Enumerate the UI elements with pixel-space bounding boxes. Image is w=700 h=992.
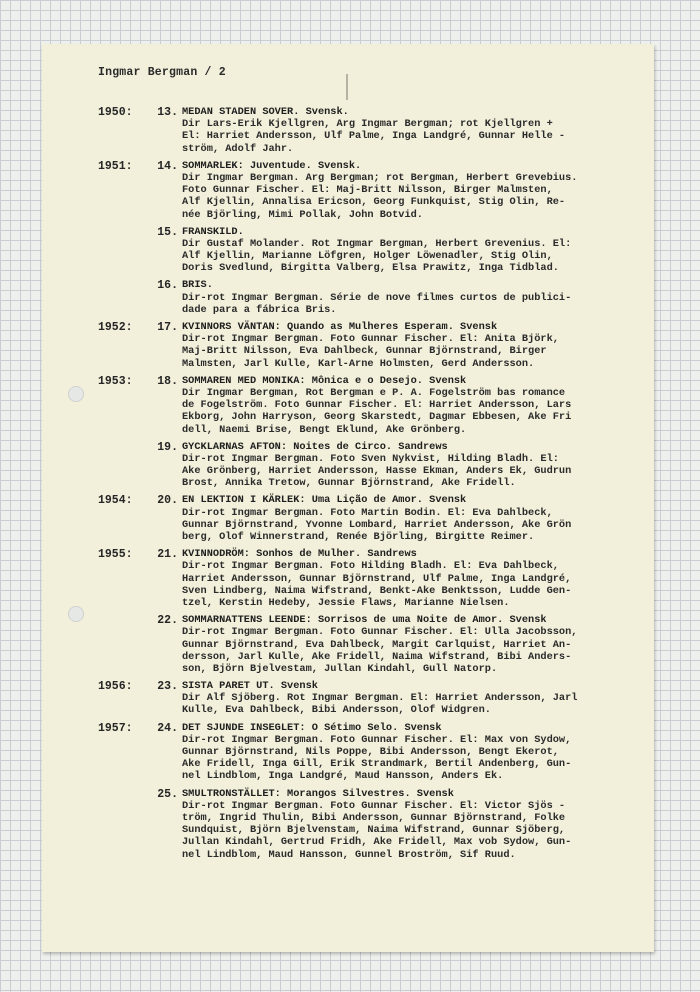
entry-number: 18. bbox=[157, 374, 178, 388]
credits-line: Harriet Andersson, Gunnar Björnstrand, Ulf Palme, Inga Landgré, bbox=[182, 572, 572, 585]
credits-line: Brost, Annika Tretow, Gunnar Björnstrand, Ake Fridell. bbox=[182, 477, 516, 490]
entry-text bbox=[182, 680, 650, 717]
film-title-line: KVINNORS VÄNTAN: Quando as Mulheres Esperam. Svensk bbox=[182, 321, 498, 333]
film-title-line: SMULTRONSTÄLLET: Morangos Silvestres. Svensk bbox=[182, 787, 454, 800]
film-title-line: DET SJUNDE INSEGLET: O Sétimo Selo. Svensk bbox=[182, 721, 442, 734]
entry-text bbox=[182, 548, 650, 609]
credits-line: Dir-rot Ingmar Bergman. Foto Martin Bodin. El: Eva Dahlbeck, bbox=[182, 506, 553, 519]
credits-line: Malmsten, Jarl Kulle, Karl-Arne Holmsten, Gerd Andersson. bbox=[182, 357, 535, 370]
entry-text bbox=[182, 788, 650, 861]
credits-line: Dir-rot Ingmar Bergman. Foto Gunnar Fischer. El: Max von Sydow, bbox=[182, 733, 572, 746]
entry-number: 15. bbox=[157, 225, 178, 239]
film-title-line: FRANSKILD. bbox=[182, 225, 244, 238]
credits-line: ström, Adolf Jahr. bbox=[182, 142, 294, 155]
credits-line: de Fogelström. Foto Gunnar Fischer. El: Harriet Andersson, Lars bbox=[182, 399, 572, 412]
entry-text bbox=[182, 441, 650, 490]
credits-line: Dir-rot Ingmar Bergman. Série de nove filmes curtos de publici- bbox=[182, 291, 572, 304]
credits-line: Dir Alf Sjöberg. Rot Ingmar Bergman. El: Harriet Andersson, Jarl bbox=[182, 692, 578, 705]
entry-text bbox=[182, 106, 650, 155]
entry-number: 19. bbox=[157, 440, 178, 454]
credits-line: Kulle, Eva Dahlbeck, Bibi Andersson, Olof Widgren. bbox=[182, 704, 491, 717]
film-title-line: EN LEKTION I KÄRLEK: Uma Lição de Amor. Svensk bbox=[182, 494, 467, 507]
credits-line: Dir Ingmar Bergman. Arg Bergman; rot Bergman, Herbert Grevebius. bbox=[182, 171, 578, 184]
credits-line: Gunnar Björnstrand, Yvonne Lombard, Harriet Andersson, Ake Grön bbox=[182, 518, 572, 531]
film-title-line: BRIS. bbox=[182, 279, 213, 292]
film-entry bbox=[98, 160, 650, 221]
entry-year: 1951: bbox=[98, 159, 133, 173]
entry-text bbox=[182, 494, 650, 543]
film-entry bbox=[98, 441, 650, 490]
film-entry bbox=[98, 226, 650, 275]
credits-line: dersson, Jarl Kulle, Ake Fridell, Naima Wifstrand, Bibi Anders- bbox=[182, 650, 572, 663]
film-entry bbox=[98, 722, 650, 783]
credits-line: nel Lindblom, Maud Hansson, Gunnel Broström, Sif Ruud. bbox=[182, 848, 516, 861]
entry-number: 24. bbox=[157, 721, 178, 735]
credits-line: Gunnar Björnstrand, Nils Poppe, Bibi Andersson, Bengt Ekerot, bbox=[182, 746, 559, 758]
entry-number: 17. bbox=[157, 321, 178, 334]
fold-mark bbox=[346, 74, 348, 100]
entry-text bbox=[182, 226, 650, 275]
credits-line: El: Harriet Andersson, Ulf Palme, Inga Landgré, Gunnar Helle - bbox=[182, 130, 566, 143]
entry-text bbox=[182, 722, 650, 783]
credits-line: tröm, Ingrid Thulin, Bibi Andersson, Gunnar Björnstrand, Folke bbox=[182, 811, 566, 824]
credits-line: Dir Lars-Erik Kjellgren, Arg Ingmar Bergman; rot Kjellgren + bbox=[182, 118, 553, 131]
credits-line: Ake Fridell, Inga Gill, Erik Strandmark, Bertil Andenberg, Gun- bbox=[182, 758, 572, 771]
credits-line: Ekborg, John Harryson, Georg Skarstedt, Dagmar Ebbesen, Ake Fri bbox=[182, 411, 572, 424]
credits-line: dell, Naemi Brise, Bengt Eklund, Ake Grönberg. bbox=[182, 423, 467, 436]
entry-number: 14. bbox=[157, 159, 178, 173]
credits-line: Dir-rot Ingmar Bergman. Foto Gunnar Fischer. El: Anita Björk, bbox=[182, 333, 559, 346]
credits-line: son, Björn Bjelvestam, Jullan Kindahl, Gull Natorp. bbox=[182, 662, 498, 675]
credits-line: Sundquist, Björn Bjelvenstam, Naima Wifstrand, Gunnar Sjöberg, bbox=[182, 824, 566, 837]
entry-year: 1955: bbox=[98, 548, 133, 562]
entry-year: 1950: bbox=[98, 106, 133, 119]
film-entry bbox=[98, 788, 650, 861]
credits-line: Alf Kjellin, Annalisa Ericson, Georg Funkquist, Stig Olin, Re- bbox=[182, 196, 566, 209]
credits-line: Dir-rot Ingmar Bergman. Foto Gunnar Fischer. El: Victor Sjös - bbox=[182, 799, 566, 812]
film-entry bbox=[98, 375, 650, 436]
entry-number: 23. bbox=[157, 680, 178, 694]
film-entry bbox=[98, 106, 650, 155]
credits-line: Dir-rot Ingmar Bergman. Foto Hilding Bladh. El: Eva Dahlbeck, bbox=[182, 560, 559, 573]
entry-year: 1953: bbox=[98, 374, 133, 388]
credits-line: Alf Kjellin, Marianne Löfgren, Holger Löwenadler, Stig Olin, bbox=[182, 250, 553, 263]
entry-text bbox=[182, 279, 650, 316]
entry-number: 13. bbox=[157, 106, 178, 119]
credits-line: Maj-Britt Nilsson, Eva Dahlbeck, Gunnar Björnstrand, Birger bbox=[182, 345, 547, 358]
entry-text bbox=[182, 321, 650, 370]
entry-year: 1952: bbox=[98, 321, 133, 334]
credits-line: Dir Ingmar Bergman, Rot Bergman e P. A. Fogelström bas romance bbox=[182, 386, 566, 399]
film-entry bbox=[98, 494, 650, 543]
entry-number: 16. bbox=[157, 279, 178, 293]
film-entry bbox=[98, 321, 650, 370]
film-title-line: MEDAN STADEN SOVER. Svensk. bbox=[182, 106, 349, 118]
credits-line: Doris Svedlund, Birgitta Valberg, Elsa Prawitz, Inga Tidblad. bbox=[182, 262, 559, 275]
film-title-line: GYCKLARNAS AFTON: Noites de Circo. Sandrews bbox=[182, 440, 448, 453]
credits-line: Dir-rot Ingmar Bergman. Foto Gunnar Fischer. El: Ulla Jacobsson, bbox=[182, 626, 578, 639]
entry-year: 1957: bbox=[98, 721, 133, 735]
filmography-list bbox=[98, 106, 650, 866]
film-title-line: SOMMARNATTENS LEENDE: Sorrisos de uma Noite de Amor. Svensk bbox=[182, 614, 547, 627]
credits-line: tzel, Kerstin Hedeby, Jessie Flaws, Marianne Nielsen. bbox=[182, 596, 510, 609]
credits-line: dade para a fábrica Bris. bbox=[182, 303, 337, 316]
page-header: Ingmar Bergman / 2 bbox=[98, 66, 226, 79]
film-entry bbox=[98, 680, 650, 717]
credits-line: Dir-rot Ingmar Bergman. Foto Sven Nykvist, Hilding Bladh. El: bbox=[182, 452, 559, 465]
punch-hole-bottom bbox=[68, 606, 84, 622]
punch-hole-top bbox=[68, 386, 84, 402]
credits-line: Ake Grönberg, Harriet Andersson, Hasse Ekman, Anders Ek, Gudrun bbox=[182, 465, 572, 478]
film-entry bbox=[98, 614, 650, 675]
entry-number: 22. bbox=[157, 614, 178, 628]
film-entry bbox=[98, 279, 650, 316]
film-title-line: SOMMARLEK: Juventude. Svensk. bbox=[182, 159, 362, 172]
film-entry bbox=[98, 548, 650, 609]
entry-year: 1954: bbox=[98, 494, 133, 508]
entry-number: 21. bbox=[157, 548, 178, 562]
entry-text bbox=[182, 160, 650, 221]
film-title-line: SISTA PARET UT. Svensk bbox=[182, 680, 318, 693]
entry-year: 1956: bbox=[98, 680, 133, 694]
film-title-line: KVINNODRÖM: Sonhos de Mulher. Sandrews bbox=[182, 548, 417, 561]
credits-line: Jullan Kindahl, Gertrud Fridh, Ake Fridell, Max vob Sydow, Gun- bbox=[182, 836, 572, 849]
credits-line: Sven Lindberg, Naima Wifstrand, Benkt-Ake Benktsson, Ludde Gen- bbox=[182, 584, 572, 597]
credits-line: Gunnar Björnstrand, Eva Dahlbeck, Margit Carlquist, Harriet An- bbox=[182, 638, 572, 651]
credits-line: née Björling, Mimi Pollak, John Botvid. bbox=[182, 208, 423, 221]
entry-number: 20. bbox=[157, 494, 178, 508]
typewritten-page bbox=[42, 44, 654, 952]
credits-line: nel Lindblom, Inga Landgré, Maud Hansson, Anders Ek. bbox=[182, 770, 504, 783]
credits-line: Dir Gustaf Molander. Rot Ingmar Bergman, Herbert Grevenius. El: bbox=[182, 237, 572, 250]
film-title-line: SOMMAREN MED MONIKA: Mônica e o Desejo. Svensk bbox=[182, 374, 467, 387]
entry-text bbox=[182, 375, 650, 436]
entry-text bbox=[182, 614, 650, 675]
entry-number: 25. bbox=[157, 787, 178, 801]
credits-line: berg, Olof Winnerstrand, Renée Björling, Birgitte Reimer. bbox=[182, 531, 535, 543]
credits-line: Foto Gunnar Fischer. El: Maj-Britt Nilsson, Birger Malmsten, bbox=[182, 184, 553, 197]
